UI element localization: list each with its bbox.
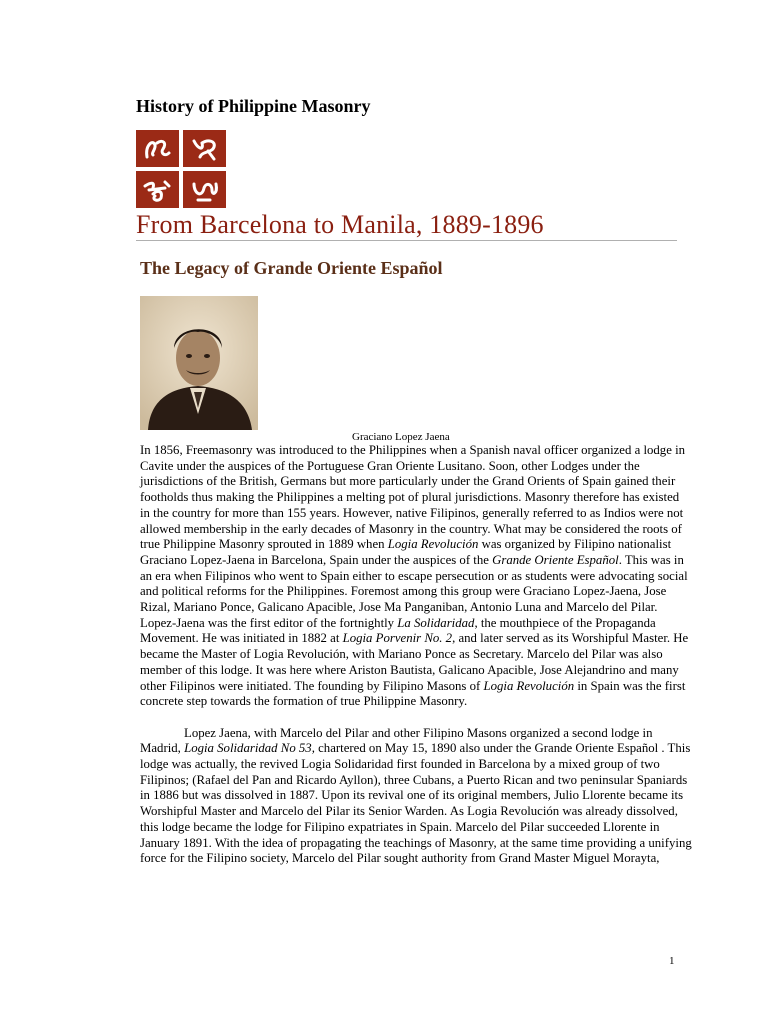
photo-caption: Graciano Lopez Jaena: [352, 431, 450, 443]
body-text: [140, 443, 692, 867]
text-run: in Spain was the first concrete step towards the formation of true Philippine Masonry.: [140, 678, 686, 709]
text-run: , the mouthpiece of the Propaganda Movement. He was initiated in 1882 at: [140, 615, 656, 646]
text-run: . This was in an era when Filipinos who went to Spain either to escape persecution or as students were advocating social and political reforms for the Philippines. Foremost among this group were Graciano Lopez-Jaena, Jose Rizal, Mariano Ponce, Galicano Apacible, Jose Ma Panganiban, Antonio Luna and Marcelo del Pilar. Lopez-Jaena was the first editor of the fortnightly: [140, 552, 688, 630]
italic-text: La Solidaridad: [397, 615, 475, 630]
italic-text: Logia Porvenir No. 2: [342, 631, 453, 646]
italic-text: Grande Oriente Español: [492, 552, 619, 567]
document-title: History of Philippine Masonry: [136, 96, 371, 116]
text-run: chartered on May 15, 1890 also under the Grande Oriente Español . This lodge was actually, the revived Logia Solidaridad first founded in Barcelona by a mixed group of two Filipinos; (Rafael del Pan and Ricardo Ayllon), three Cubans, a Puerto Rican and two peninsular Spaniards in 1886 but was dissolved in 1887. Upon its revival one of its original members, Julio Llorente became its Worshipful Master and Marcelo del Pilar its Senior Warden. As Logia Revolución was already dissolved, this lodge became the lodge for Filipino expatriates in Spain. Marcelo del Pilar succeeded Llorente in January 1891. With the idea of propagating the teachings of Masonry, at the same time providing a unifying force for the Filipino society, Marcelo del Pilar sought authority from Grand Master Miguel Morayta,: [140, 741, 692, 866]
text-run: Lopez Jaena, with Marcelo del Pilar and other Filipino Masons organized a second lodge in Madrid,: [140, 725, 653, 756]
portrait-photo: [140, 296, 258, 430]
italic-text: Logia Revolución: [387, 537, 479, 552]
italic-text: Logia Solidaridad No 53,: [184, 741, 315, 756]
paragraph: [140, 726, 692, 867]
text-run: was organized by Filipino nationalist Graciano Lopez-Jaena in Barcelona, Spain under the auspices of the: [140, 537, 672, 567]
page-number: 1: [669, 955, 675, 967]
logo-tile: [183, 130, 226, 167]
italic-text: Logia Revolución: [483, 678, 575, 693]
logo-tile: [183, 171, 226, 208]
divider: [136, 240, 677, 241]
logo-tile: [136, 130, 179, 167]
text-run: In 1856, Freemasonry was introduced to the Philippines when a Spanish naval officer organized a lodge in Cavite under the auspices of the Portuguese Gran Oriente Lusitano. Soon, other Lodges under the jurisdictions of the British, Germans but more particularly under the Grand Orients of Spain gained their footholds thus making the Philippines a melting pot of plural jurisdictions. Masonry therefore has existed in the country for more than 155 years. However, native Filipinos, generally referred to as Indios were not allowed membership in the early decades of Masonry in the country. What may be considered the roots of true Philippine Masonry sprouted in 1889 when: [140, 443, 686, 552]
headline: From Barcelona to Manila, 1889-1896: [136, 210, 544, 239]
baybayin-script-logo: [136, 130, 226, 208]
subheading: The Legacy of Grande Oriente Español: [140, 258, 443, 278]
logo-tile: [136, 171, 179, 208]
paragraph: [140, 443, 692, 710]
text-run: , and later served as its Worshipful Master. He became the Master of Logia Revolución, with Mariano Ponce as Secretary. Marcelo del Pilar was also member of this lodge. It was here where Ariston Bautista, Galicano Apacible, Jose Alejandrino and many other Filipinos were initiated. The founding by Filipino Masons of: [140, 631, 689, 693]
